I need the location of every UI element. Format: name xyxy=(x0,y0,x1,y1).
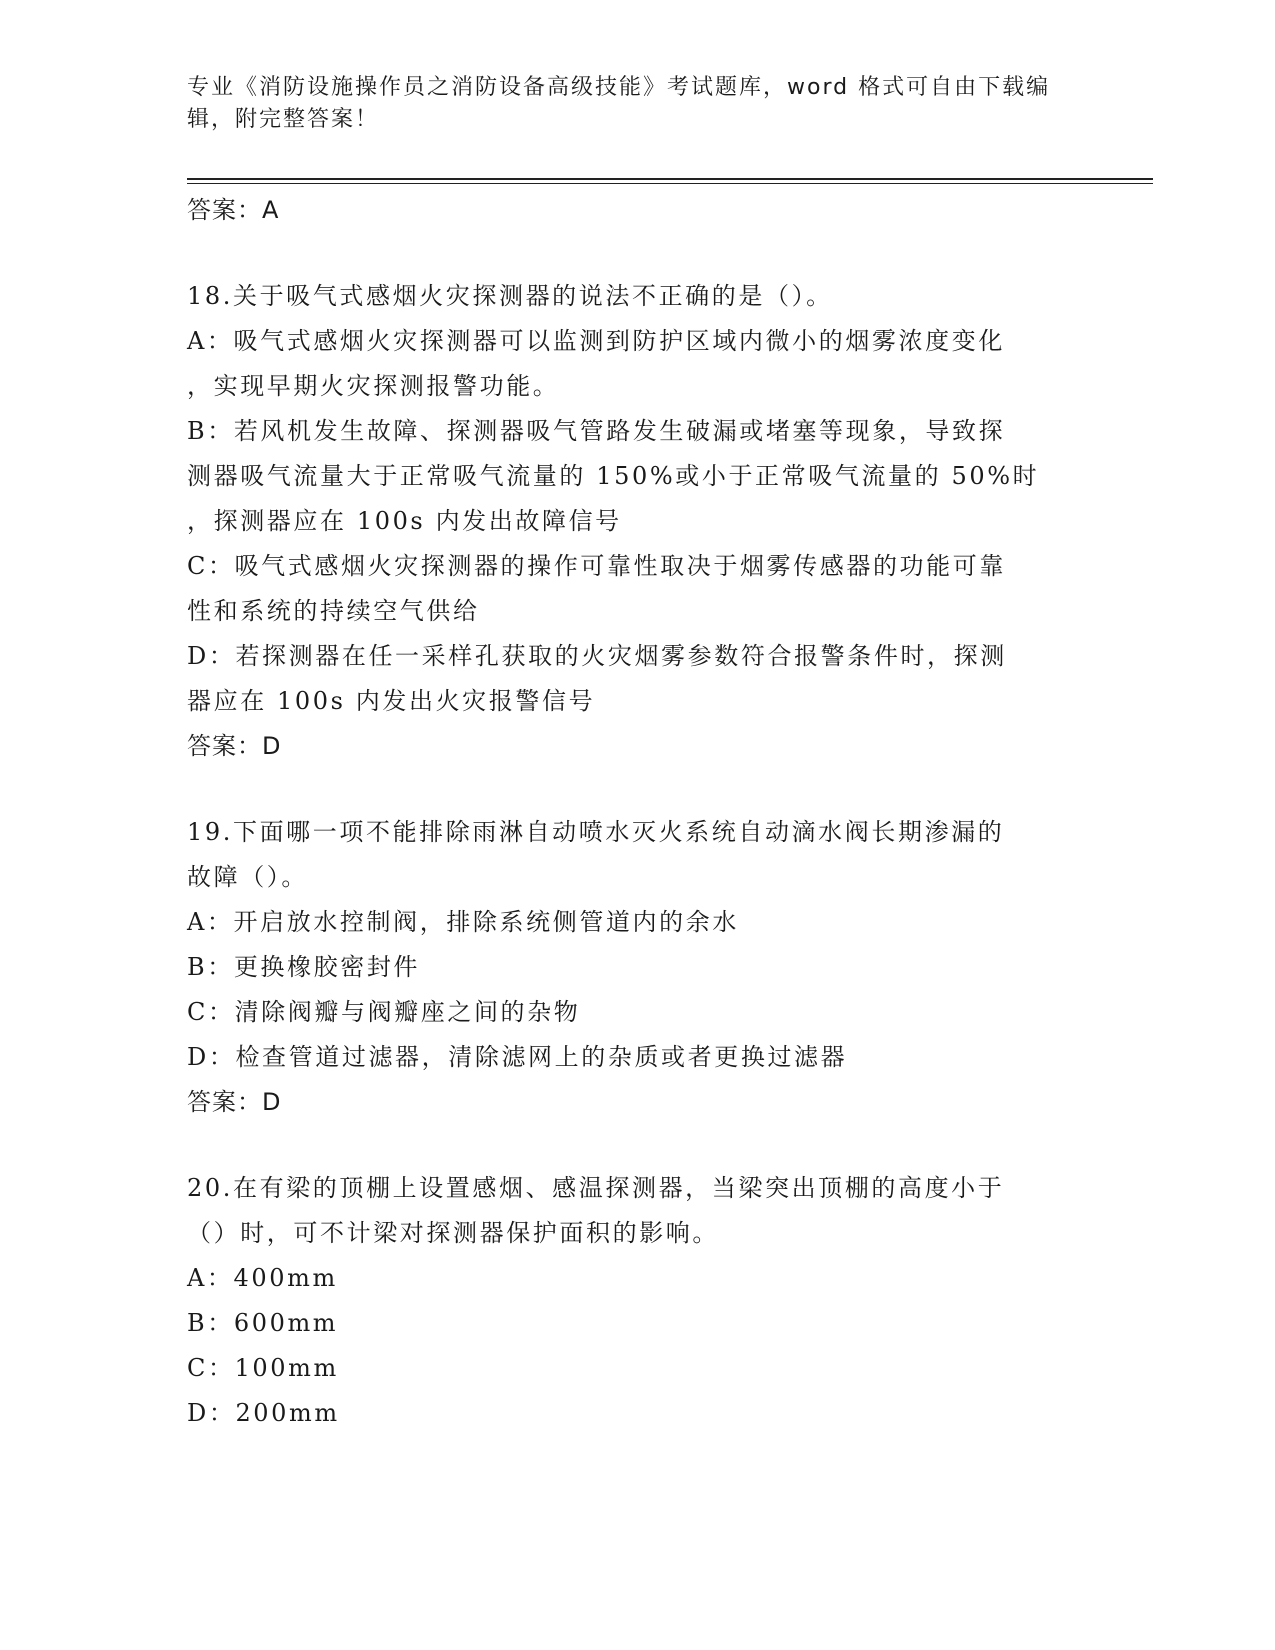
option-b xyxy=(187,409,1067,544)
option-d xyxy=(187,1035,1067,1080)
option-a xyxy=(187,319,1067,409)
option-line: D：检查管道过滤器，清除滤网上的杂质或者更换过滤器 xyxy=(187,1043,848,1071)
option-line: D：若探测器在任一采样孔获取的火灾烟雾参数符合报警条件时，探测 xyxy=(187,642,1007,670)
option-c xyxy=(187,990,1067,1035)
option-a xyxy=(187,1256,1067,1301)
answer: 答案：D xyxy=(187,1088,282,1116)
document-header xyxy=(187,72,1057,136)
option-line: A：吸气式感烟火灾探测器可以监测到防护区域内微小的烟雾浓度变化 xyxy=(187,327,1005,355)
question-line: 19.下面哪一项不能排除雨淋自动喷水灭火系统自动滴水阀长期渗漏的 xyxy=(187,818,1005,846)
option-line: C：清除阀瓣与阀瓣座之间的杂物 xyxy=(187,998,581,1026)
option-line: B：更换橡胶密封件 xyxy=(187,953,421,981)
answer: 答案：D xyxy=(187,732,282,760)
option-line: ，探测器应在 100s 内发出故障信号 xyxy=(187,507,622,535)
question-20 xyxy=(187,1166,1147,1436)
question-18 xyxy=(187,274,1147,768)
option-line: C：吸气式感烟火灾探测器的操作可靠性取决于烟雾传感器的功能可靠 xyxy=(187,552,1006,580)
question-line: 18.关于吸气式感烟火灾探测器的说法不正确的是（）。 xyxy=(187,282,833,310)
option-line: B：600mm xyxy=(187,1309,339,1337)
question-text xyxy=(187,1166,1067,1256)
option-b xyxy=(187,945,1067,990)
option-c xyxy=(187,1346,1067,1391)
option-line: 性和系统的持续空气供给 xyxy=(187,597,480,625)
option-line: A：开启放水控制阀，排除系统侧管道内的余水 xyxy=(187,908,739,936)
question-line: 20.在有梁的顶棚上设置感烟、感温探测器，当梁突出顶棚的高度小于 xyxy=(187,1174,1005,1202)
document-page xyxy=(187,72,1147,1436)
option-line: 器应在 100s 内发出火灾报警信号 xyxy=(187,687,596,715)
option-b xyxy=(187,1301,1067,1346)
question-text xyxy=(187,274,1067,319)
option-line: C：100mm xyxy=(187,1354,339,1382)
question-19 xyxy=(187,810,1147,1124)
question-line: 故障（）。 xyxy=(187,863,308,891)
option-line: ，实现早期火灾探测报警功能。 xyxy=(187,372,560,400)
option-line: 测器吸气流量大于正常吸气流量的 150%或小于正常吸气流量的 50%时 xyxy=(187,462,1040,490)
option-a xyxy=(187,900,1067,945)
question-line: （）时，可不计梁对探测器保护面积的影响。 xyxy=(187,1219,719,1247)
option-c xyxy=(187,544,1067,634)
header-line-2: 辑，附完整答案！ xyxy=(187,107,380,132)
option-d xyxy=(187,1391,1067,1436)
option-line: A：400mm xyxy=(187,1264,338,1292)
question-text xyxy=(187,810,1067,900)
header-divider xyxy=(187,178,1153,184)
previous-answer: 答案：A xyxy=(187,196,280,224)
option-line: B：若风机发生故障、探测器吸气管路发生破漏或堵塞等现象，导致探 xyxy=(187,417,1006,445)
header-line-1: 专业《消防设施操作员之消防设备高级技能》考试题库，word 格式可自由下载编 xyxy=(187,75,1051,100)
option-d xyxy=(187,634,1067,724)
option-line: D：200mm xyxy=(187,1399,340,1427)
